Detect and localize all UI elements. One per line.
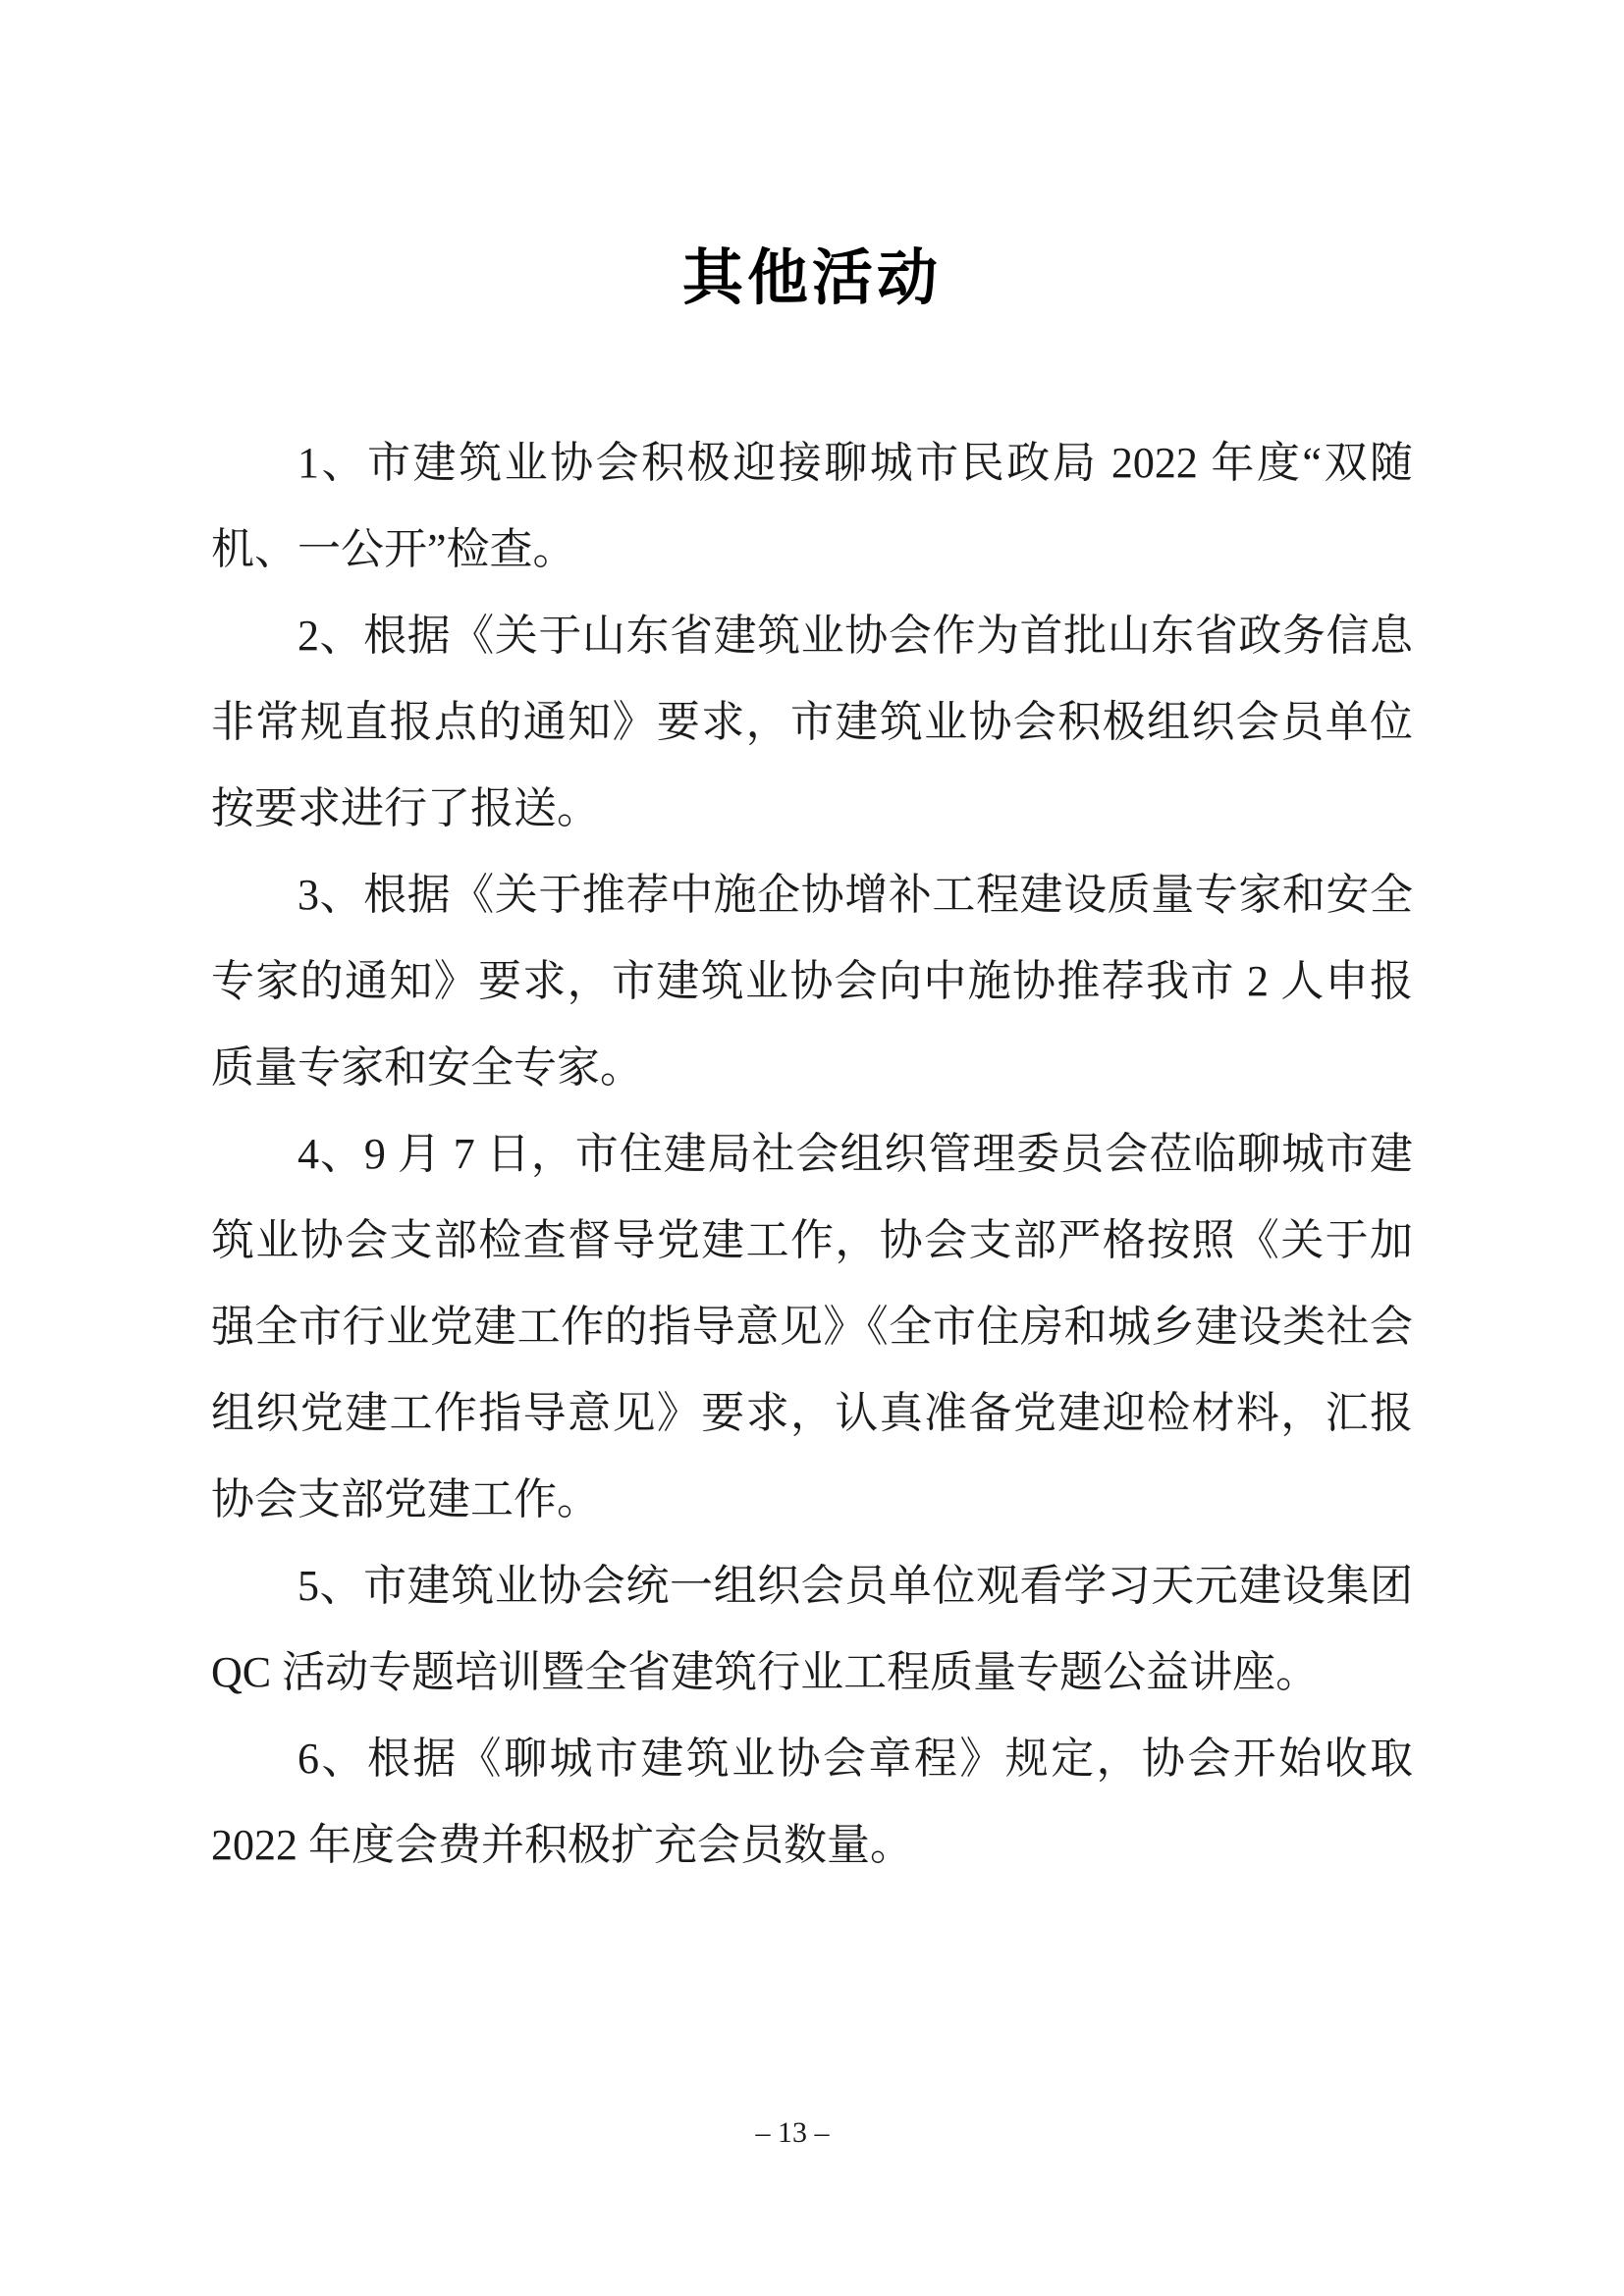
document-body	[211, 420, 1413, 1889]
paragraph-5: 5、市建筑业协会统一组织会员单位观看学习天元建设集团QC 活动专题培训暨全省建筑行业工程质量专题公益讲座。	[211, 1562, 1413, 1696]
page-number: – 13 –	[755, 2116, 830, 2149]
page-title: 其他活动	[681, 244, 942, 312]
paragraph-3: 3、根据《关于推荐中施企协增补工程建设质量专家和安全专家的通知》要求，市建筑业协会向中施协推荐我市 2 人申报质量专家和安全专家。	[211, 871, 1413, 1092]
paragraph-4: 4、9 月 7 日，市住建局社会组织管理委员会莅临聊城市建筑业协会支部检查督导党建工作，协会支部严格按照《关于加强全市行业党建工作的指导意见》《全市住房和城乡建设类社会组织党建工作指导意见》要求，认真准备党建迎检材料，汇报协会支部党建工作。	[211, 1130, 1413, 1523]
paragraph-1: 1、市建筑业协会积极迎接聊城市民政局 2022 年度“双随机、一公开”检查。	[211, 439, 1413, 573]
paragraph-2: 2、根据《关于山东省建筑业协会作为首批山东省政务信息非常规直报点的通知》要求，市建筑业协会积极组织会员单位按要求进行了报送。	[211, 612, 1413, 832]
paragraph-6: 6、根据《聊城市建筑业协会章程》规定，协会开始收取 2022 年度会费并积极扩充会员数量。	[211, 1735, 1413, 1869]
